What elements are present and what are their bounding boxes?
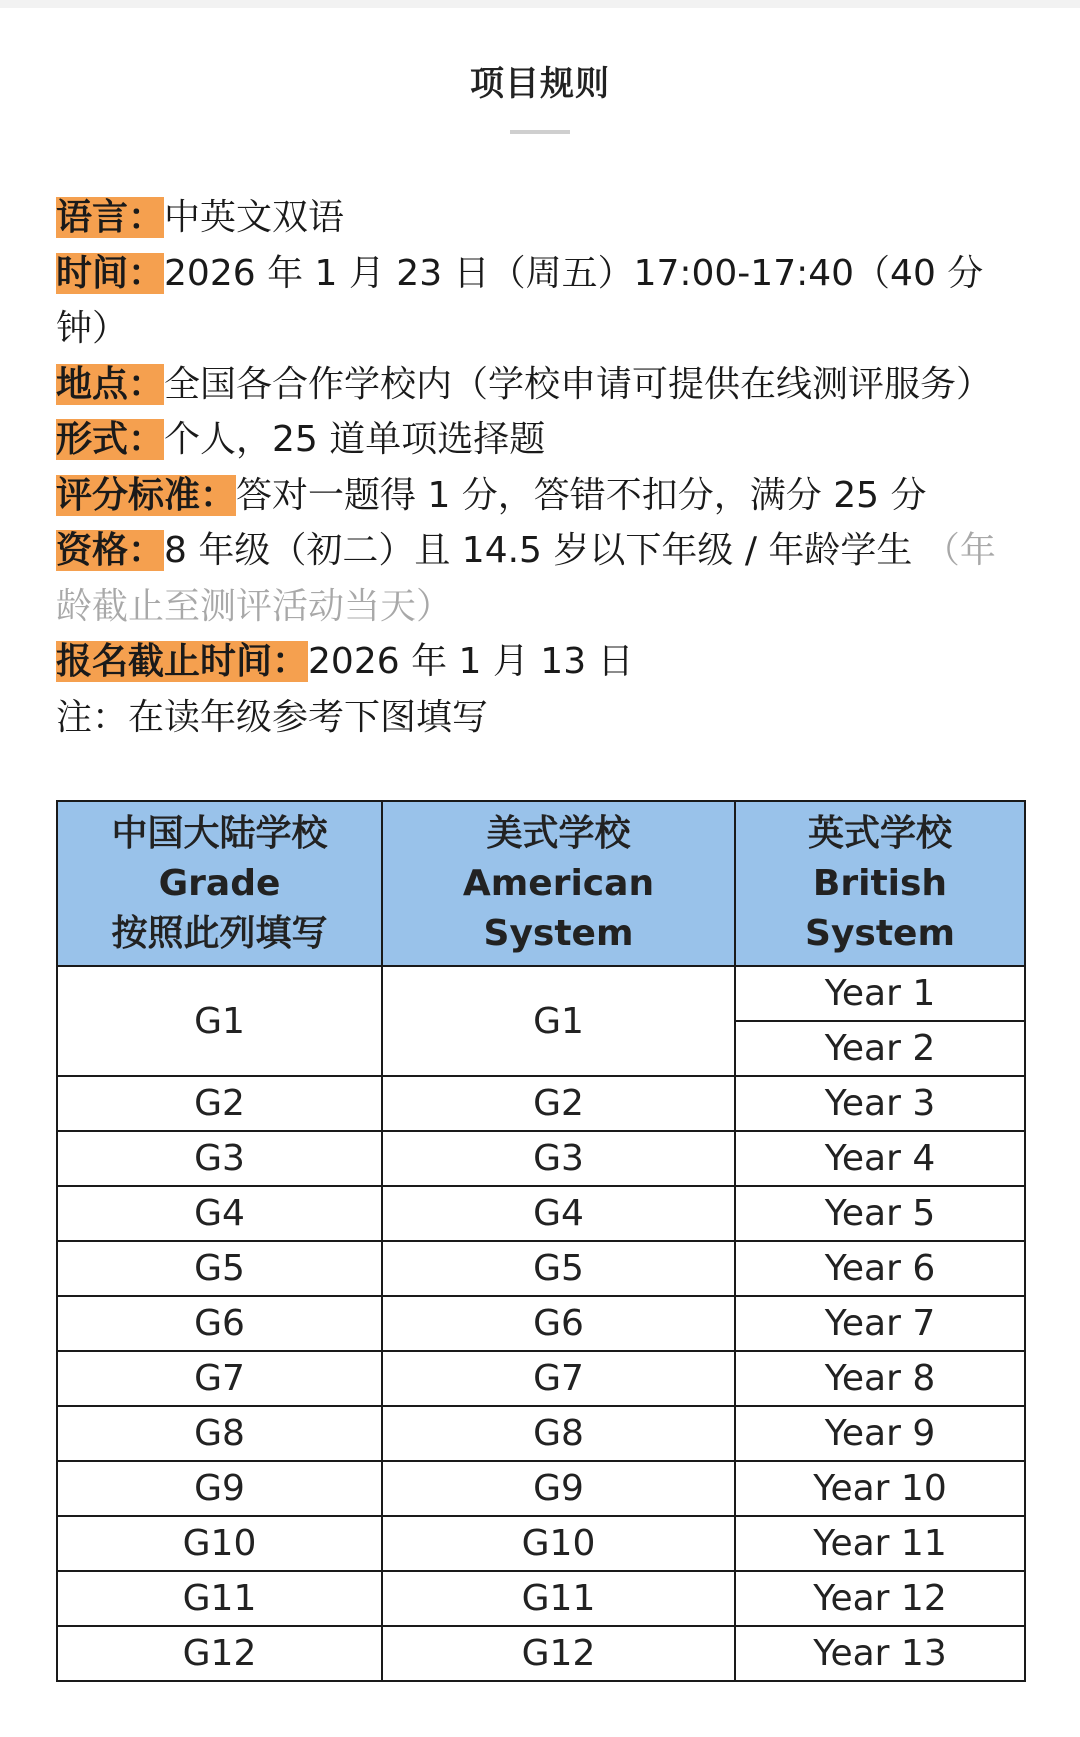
table-note: 注：在读年级参考下图填写 [56,696,489,738]
cell-british-year: Year 8 [735,1351,1025,1406]
cell-american-grade: G12 [382,1626,735,1681]
table-row [57,1131,1025,1186]
cell-british-year: Year 6 [735,1241,1025,1296]
cell-british-year: Year 5 [735,1186,1025,1241]
rule-location [56,357,1026,413]
rule-value: 个人，25 道单项选择题 [164,419,546,460]
cell-british-year: Year 10 [735,1461,1025,1516]
table-row [57,1186,1025,1241]
cell-british-year: Year 1 [735,966,1025,1021]
cell-china-grade: G8 [57,1406,382,1461]
table-row [57,1516,1025,1571]
rule-value: 2026 年 1 月 13 日 [308,641,634,682]
table-row [57,1571,1025,1626]
table-row [57,1241,1025,1296]
rule-value: 答对一题得 1 分，答错不扣分，满分 25 分 [236,474,927,516]
header-line: 英式学校 [807,812,952,854]
rule-format [56,412,1026,468]
rule-value: 2026 年 1 月 23 日（周五）17:00-17:40（40 分钟） [56,252,984,349]
cell-american-grade: G6 [382,1296,735,1351]
table-row [57,1626,1025,1681]
rule-value: 中英文双语 [164,197,345,238]
rule-deadline [56,634,1026,690]
rule-label: 形式： [56,419,165,460]
table-row [57,1076,1025,1131]
title-underline [510,130,570,134]
table-row [57,1461,1025,1516]
rule-eligibility-note: （年龄截止至测评活动当天） [56,530,996,627]
rule-language [56,190,1026,246]
header-line: 按照此列填写 [111,912,328,954]
rule-value: 全国各合作学校内（学校申请可提供在线测评服务） [164,363,993,405]
cell-british-year: Year 11 [735,1516,1025,1571]
cell-american-grade: G5 [382,1241,735,1296]
header-line: Grade [158,862,281,904]
cell-china-grade: G7 [57,1351,382,1406]
rule-eligibility [56,523,1026,634]
rule-label: 报名截止时间： [56,641,309,682]
cell-china-grade: G12 [57,1626,382,1681]
rule-label: 时间： [56,252,165,294]
rules-list [56,190,1026,745]
rule-time [56,246,1026,357]
cell-british-year: Year 9 [735,1406,1025,1461]
cell-british-year: Year 2 [735,1021,1025,1076]
rule-label: 语言： [56,197,165,238]
cell-american-grade: G3 [382,1131,735,1186]
cell-china-grade: G4 [57,1186,382,1241]
cell-british-year: Year 12 [735,1571,1025,1626]
header-line: 中国大陆学校 [111,812,328,854]
header-line: 美式学校 [486,812,631,854]
cell-china-grade: G5 [57,1241,382,1296]
cell-american-grade: G9 [382,1461,735,1516]
cell-china-grade: G10 [57,1516,382,1571]
cell-british-year: Year 4 [735,1131,1025,1186]
table-row [57,966,1025,1021]
table-row [57,1351,1025,1406]
header-american [382,801,735,966]
cell-china-grade: G1 [57,966,382,1076]
cell-american-grade: G11 [382,1571,735,1626]
cell-american-grade: G8 [382,1406,735,1461]
header-british [735,801,1025,966]
cell-american-grade: G1 [382,966,735,1076]
cell-china-grade: G11 [57,1571,382,1626]
header-china [57,801,382,966]
table-row [57,1296,1025,1351]
cell-china-grade: G6 [57,1296,382,1351]
rule-value: 8 年级（初二）且 14.5 岁以下年级 / 年龄学生 [164,530,924,571]
rule-label: 资格： [56,530,165,571]
cell-american-grade: G2 [382,1076,735,1131]
grade-comparison-table [56,800,1026,1682]
cell-china-grade: G3 [57,1131,382,1186]
cell-british-year: Year 3 [735,1076,1025,1131]
cell-american-grade: G4 [382,1186,735,1241]
cell-british-year: Year 7 [735,1296,1025,1351]
cell-american-grade: G10 [382,1516,735,1571]
table-header-row [57,801,1025,966]
page-title: 项目规则 [470,64,610,104]
header-line: American System [462,862,655,954]
cell-british-year: Year 13 [735,1626,1025,1681]
cell-china-grade: G9 [57,1461,382,1516]
rule-label: 地点： [56,363,165,405]
rule-scoring [56,468,1026,524]
cell-china-grade: G2 [57,1076,382,1131]
cell-american-grade: G7 [382,1351,735,1406]
header-line: British System [805,862,955,954]
table-row [57,1406,1025,1461]
top-divider-bar [0,0,1080,8]
rule-label: 评分标准： [56,474,237,516]
